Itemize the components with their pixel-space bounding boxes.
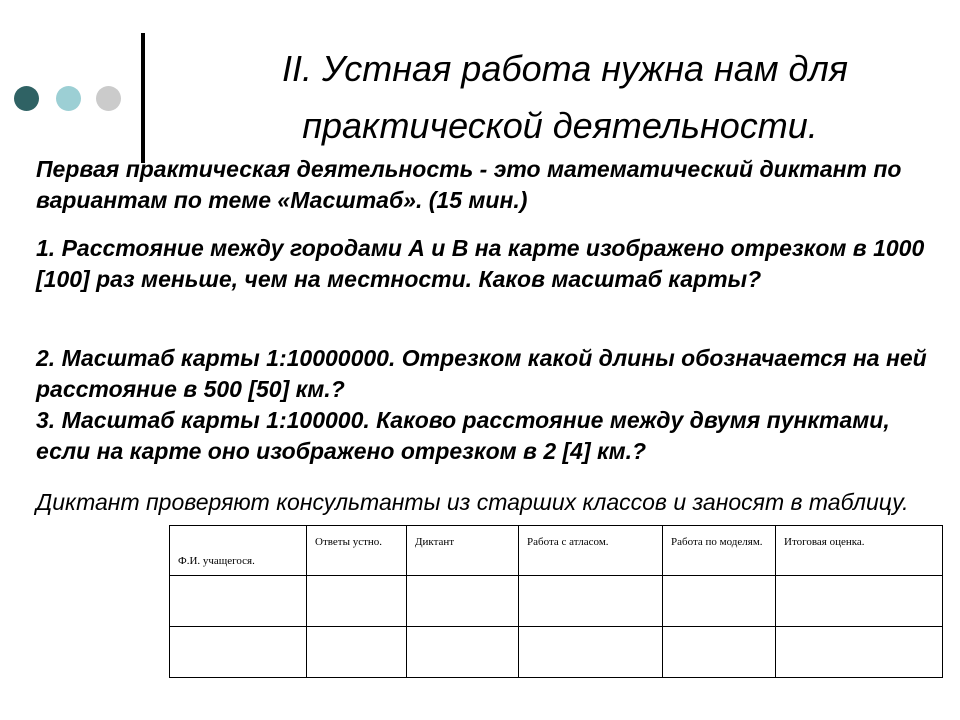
header-models-work: Работа по моделям. — [663, 526, 776, 576]
table-cell — [170, 576, 307, 627]
table-cell — [307, 627, 407, 678]
table-row — [170, 627, 943, 678]
header-atlas-work: Работа с атласом. — [519, 526, 663, 576]
table-cell — [776, 627, 943, 678]
table-cell — [776, 576, 943, 627]
dark-teal-dot — [14, 86, 39, 111]
table-cell — [519, 627, 663, 678]
table-cell — [407, 576, 519, 627]
header-dictation: Диктант — [407, 526, 519, 576]
grade-table — [169, 525, 943, 678]
task-3-paragraph: 3. Масштаб карты 1:100000. Каково расстояние между двумя пунктами, если на карте оно изображено отрезком в 2 [4] км.? — [36, 407, 890, 464]
header-final-grade: Итоговая оценка. — [776, 526, 943, 576]
slide-title — [180, 40, 940, 154]
table-cell — [407, 627, 519, 678]
table-cell — [663, 627, 776, 678]
tasks-2-3-block — [36, 343, 936, 467]
light-teal-dot — [56, 86, 81, 111]
header-student-name: Ф.И. учащегося. — [170, 526, 307, 576]
vertical-divider — [141, 33, 145, 163]
title-line-1: II. Устная работа нужна нам для — [282, 48, 848, 89]
table-row — [170, 576, 943, 627]
table-header-row — [170, 526, 943, 576]
gray-dot — [96, 86, 121, 111]
intro-paragraph: Первая практическая деятельность - это математический диктант по вариантам по теме «Масштаб». (15 мин.) — [36, 156, 902, 213]
table-cell — [663, 576, 776, 627]
table-cell — [519, 576, 663, 627]
note-paragraph: Диктант проверяют консультанты из старших классов и заносят в таблицу. — [36, 489, 909, 515]
task-1-paragraph: 1. Расстояние между городами А и В на карте изображено отрезком в 1000 [100] раз меньше, чем на местности. Каков масштаб карты? — [36, 235, 925, 292]
table-cell — [307, 576, 407, 627]
task-2-paragraph: 2. Масштаб карты 1:10000000. Отрезком какой длины обозначается на ней расстояние в 500 [50] км.? — [36, 345, 927, 402]
title-line-2: практической деятельности. — [302, 105, 818, 146]
header-oral-answers: Ответы устно. — [307, 526, 407, 576]
table-cell — [170, 627, 307, 678]
